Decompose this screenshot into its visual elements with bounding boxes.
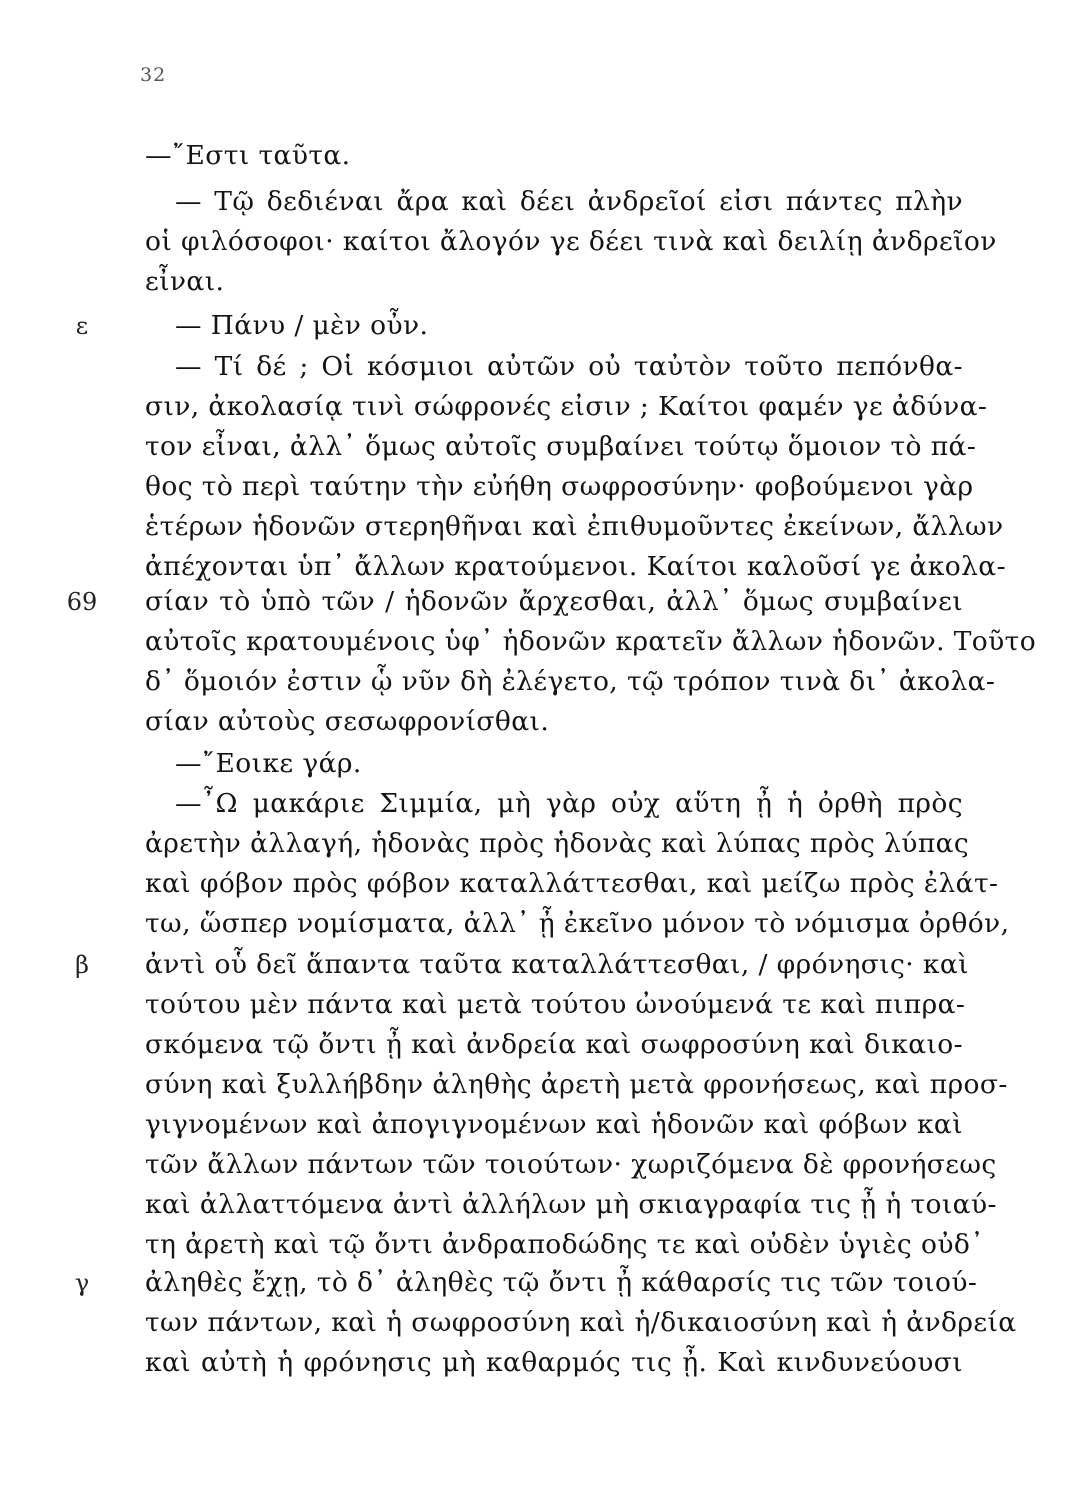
text-line: σίαν αὐτοὺς σεσωφρονίσθαι. <box>145 706 550 737</box>
text-line: σκόμενα τῷ ὄντι ᾖ καὶ ἀνδρεία καὶ σωφροσύνη καὶ δικαιο- <box>145 1029 963 1060</box>
text-line: ἀντὶ οὗ δεῖ ἅπαντα ταῦτα καταλλάττεσθαι, / φρόνησις· καὶ <box>145 949 969 980</box>
text-line: τῶν ἄλλων πάντων τῶν τοιούτων· χωριζόμενα δὲ φρονήσεως <box>145 1149 997 1180</box>
text-line: —῎Εστι ταῦτα. <box>145 140 351 171</box>
text-line: θος τὸ περὶ ταύτην τὴν εὐήθη σωφροσύνην· φοβούμενοι γὰρ <box>145 471 974 502</box>
text-line: των πάντων, καὶ ἡ σωφροσύνη καὶ ἡ/δικαιοσύνη καὶ ἡ ἀνδρεία <box>145 1307 1017 1338</box>
text-line: ἑτέρων ἡδονῶν στερηθῆναι καὶ ἐπιθυμοῦντες ἐκείνων, ἄλλων <box>145 511 1004 542</box>
text-line: —῎Εοικε γάρ. <box>175 748 362 779</box>
margin-note-e: ε <box>75 312 89 340</box>
text-line: ἀληθὲς ἔχῃ, τὸ δ᾿ ἀληθὲς τῷ ὄντι ᾖ κάθαρσίς τις τῶν τοιού- <box>145 1267 978 1298</box>
text-line: — Τῷ δεδιέναι ἄρα καὶ δέει ἀνδρεῖοί εἰσι πάντες πλὴν <box>175 186 963 217</box>
text-line: δ᾿ ὅμοιόν ἐστιν ᾧ νῦν δὴ ἐλέγετο, τῷ τρόπον τινὰ δι᾿ ἀκολα- <box>145 666 996 697</box>
text-line: γιγνομένων καὶ ἀπογιγνομένων καὶ ἡδονῶν καὶ φόβων καὶ <box>145 1109 963 1140</box>
margin-note-g: γ <box>74 1269 90 1297</box>
text-line: καὶ φόβον πρὸς φόβον καταλλάττεσθαι, καὶ μείζω πρὸς ἐλάτ- <box>145 868 999 899</box>
text-line: οἱ φιλόσοφοι· καίτοι ἄλογόν γε δέει τινὰ καὶ δειλίῃ ἀνδρεῖον <box>145 226 997 257</box>
page-number: 32 <box>140 64 167 86</box>
text-line: αὐτοῖς κρατουμένοις ὑφ᾿ ἡδονῶν κρατεῖν ἄλλων ἡδονῶν. Τοῦτο <box>145 626 1037 657</box>
text-line: ἀρετὴν ἀλλαγή, ἡδονὰς πρὸς ἡδονὰς καὶ λύπας πρὸς λύπας <box>145 828 970 859</box>
text-line: εἶναι. <box>145 266 225 297</box>
margin-note-69: 69 <box>66 588 98 616</box>
text-line: σιν, ἀκολασίᾳ τινὶ σώφρονές εἰσιν ; Καίτοι φαμέν γε ἀδύνα- <box>145 391 988 422</box>
text-line: —῏Ω μακάριε Σιμμία, μὴ γὰρ οὐχ αὕτη ᾖ ἡ ὀρθὴ πρὸς <box>175 788 963 819</box>
text-line: καὶ αὐτὴ ἡ φρόνησις μὴ καθαρμός τις ᾖ. Καὶ κινδυνεύουσι <box>145 1347 963 1378</box>
text-line: ἀπέχονται ὑπ᾿ ἄλλων κρατούμενοι. Καίτοι καλοῦσί γε ἀκολα- <box>145 551 1006 582</box>
text-line: — Πάνυ / μὲν οὖν. <box>175 310 429 341</box>
text-line: τω, ὥσπερ νομίσματα, ἀλλ᾿ ᾖ ἐκεῖνο μόνον τὸ νόμισμα ὀρθόν, <box>145 908 1010 939</box>
text-line: — Τί δέ ; Οἱ κόσμιοι αὐτῶν οὐ ταὐτὸν τοῦτο πεπόνθα- <box>175 351 963 382</box>
text-line: σίαν τὸ ὑπὸ τῶν / ἡδονῶν ἄρχεσθαι, ἀλλ᾿ ὅμως συμβαίνει <box>145 586 963 617</box>
margin-note-b: β <box>75 951 89 979</box>
text-line: τούτου μὲν πάντα καὶ μετὰ τούτου ὠνούμενά τε καὶ πιπρα- <box>145 989 966 1020</box>
text-line: τον εἶναι, ἀλλ᾿ ὅμως αὐτοῖς συμβαίνει τούτῳ ὅμοιον τὸ πά- <box>145 431 977 462</box>
text-line: σύνη καὶ ξυλλήβδην ἀληθὴς ἀρετὴ μετὰ φρονήσεως, καὶ προσ- <box>145 1069 1008 1100</box>
text-line: καὶ ἀλλαττόμενα ἀντὶ ἀλλήλων μὴ σκιαγραφία τις ᾖ ἡ τοιαύ- <box>145 1189 997 1220</box>
text-line: τη ἀρετὴ καὶ τῷ ὄντι ἀνδραποδώδης τε καὶ οὐδὲν ὑγιὲς οὐδ᾿ <box>145 1229 984 1260</box>
